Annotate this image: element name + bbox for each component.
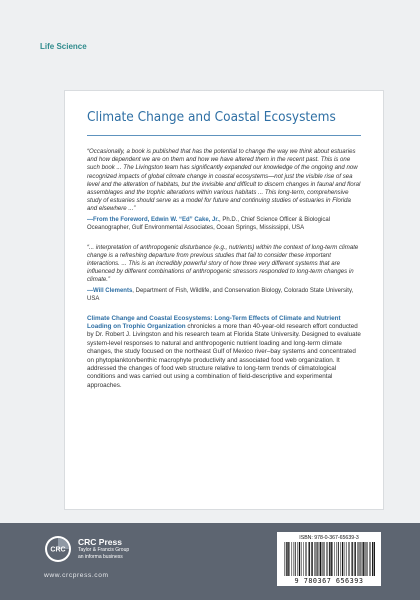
category-label: Life Science: [40, 42, 87, 51]
logo-lettering: CRC: [50, 546, 66, 554]
barcode-stripe: [317, 542, 318, 576]
barcode-stripe: [330, 542, 331, 576]
barcode-stripe: [370, 542, 371, 576]
barcode-stripe: [372, 542, 373, 576]
quote-2-attribution: [87, 287, 361, 303]
barcode-stripe: [291, 542, 292, 576]
barcode-stripe: [362, 542, 363, 576]
barcode-stripe: [338, 542, 339, 576]
barcode-stripe: [348, 542, 349, 576]
barcode-stripe: [359, 542, 360, 576]
barcode-stripe: [367, 542, 368, 576]
reviewer-affiliation: , Department of Fish, Wildlife, and Conservation Biology, Colorado State University, USA: [87, 287, 354, 302]
barcode-stripe: [334, 542, 335, 576]
publisher-website-link[interactable]: www.crcpress.com: [44, 572, 109, 579]
barcode-stripe: [308, 542, 309, 576]
isbn-label: ISBN: 978-0-367-65639-3: [299, 535, 359, 541]
description-body: chronicles a more than 40-year-old research effort conducted by Dr. Robert J. Livingston and his research team at Florida State University. Designed to evaluate system-level responses to natural and anthropogenic nutrient loading and long-term climate changes, the study focused on the northeast Gulf of Mexico river–bay systems and concentrated on phytoplankton/benthic macrophyte productivity and associated food web organization. It addressed the changes of food web structure relative to long-term trends of climatological conditions and was carried out using a combination of field-descriptive and experimental approaches.: [87, 323, 361, 389]
barcode-stripe: [342, 542, 343, 576]
barcode-stripe: [357, 542, 358, 576]
attribution-prefix: —: [87, 287, 93, 294]
publisher-footer: [0, 523, 420, 600]
barcode-stripe: [329, 542, 330, 576]
publisher-group: Taylor & Francis Group: [78, 547, 130, 553]
barcode-stripe: [349, 542, 350, 576]
barcode-stripe: [306, 542, 307, 576]
barcode-stripe: [297, 542, 298, 576]
barcode-stripe: [286, 542, 287, 576]
barcode-stripe: [303, 542, 304, 576]
barcode-stripe: [336, 542, 337, 576]
description-book-title: Climate Change and Coastal Ecosystems: Long-Term Effects of Climate and Nutrient Loading on Trophic Organization: [87, 314, 341, 331]
back-cover-panel: [64, 90, 384, 510]
quote-1-text: “Occasionally, a book is published that has the potential to change the way we think about estuaries and how dependent we are on them and how we have altered them in the recent past. This is one such book ... The Livingston team has significantly expanded our knowledge of the ongoing and now recognized impacts of global climate change in coastal ecosystems—not just the visible rise of sea level and the alteration of habitats, but the invisible and difficult to discern changes in faunal and floral assemblages and the trophic alterations within various habitats ... This long-term, comprehensive study of estuaries should serve as a model for future and continuing studies of estuaries in Florida and elsewhere ...”: [87, 148, 361, 213]
barcode-stripe: [332, 542, 333, 576]
barcode-stripe: [309, 542, 310, 576]
book-description: [87, 315, 361, 391]
barcode-stripe: [305, 542, 306, 576]
attribution-prefix: —From the Foreword,: [87, 216, 152, 223]
barcode-stripe: [346, 542, 347, 576]
quote-2-text: “... interpretation of anthropogenic disturbance (e.g., nutrients) within the context of long-term climate change is a refreshing departure from previous studies that fail to consider these important interactions. ... This is an incredibly powerful story of how three very different systems that are influenced by different combinations of anthropogenic stressors responded to long-term changes in climate.”: [87, 243, 359, 284]
barcode-stripe: [315, 542, 316, 576]
barcode-stripe: [314, 542, 315, 576]
barcode-stripe: [311, 542, 312, 576]
publisher-tagline: an informa business: [78, 553, 123, 560]
reviewer-affiliation: , Ph.D., Chief Science Officer & Biological Oceanographer, Gulf Environmental Associates, Ocean Springs, Mississippi, USA: [87, 216, 330, 231]
barcode-stripe: [340, 542, 341, 576]
barcode-stripe: [295, 542, 296, 576]
barcode-stripe: [326, 542, 327, 576]
barcode-box: [277, 532, 381, 586]
publisher-name: CRC Press: [78, 537, 122, 547]
reviewer-name: Edwin W. “Ed” Cake, Jr.: [151, 216, 220, 223]
barcode-stripe: [322, 542, 323, 576]
barcode-stripe: [299, 542, 300, 576]
barcode-stripe: [354, 542, 355, 576]
barcode-digits: 9 780367 656393: [294, 577, 364, 585]
quote-1-attribution: [87, 216, 361, 232]
barcode-stripe: [374, 542, 375, 576]
barcode-stripe: [366, 542, 367, 576]
barcode-stripe: [302, 542, 303, 576]
barcode-stripe: [358, 542, 359, 576]
barcode-stripe: [363, 542, 364, 576]
barcode-stripe: [360, 542, 361, 576]
barcode-stripe: [352, 542, 353, 576]
barcode-stripe: [319, 542, 320, 576]
barcode-stripe: [327, 542, 328, 576]
barcode-stripe: [284, 542, 285, 576]
reviewer-name: Will Clements: [93, 287, 133, 294]
book-title-heading: Climate Change and Coastal Ecosystems: [87, 109, 336, 125]
barcode-stripe: [365, 542, 366, 576]
barcode-stripe: [293, 542, 294, 576]
barcode-stripe: [289, 542, 290, 576]
title-divider: [87, 135, 361, 136]
barcode-stripe: [316, 542, 317, 576]
barcode-stripe: [323, 542, 324, 576]
crc-press-logo-icon: [44, 535, 72, 563]
barcode-stripe: [324, 542, 325, 576]
publisher-block: [78, 537, 129, 560]
barcode-stripe: [320, 542, 321, 576]
barcode-stripe: [287, 542, 288, 576]
barcode-icon: [283, 542, 375, 576]
barcode-stripe: [351, 542, 352, 576]
barcode-stripe: [345, 542, 346, 576]
barcode-stripe: [369, 542, 370, 576]
